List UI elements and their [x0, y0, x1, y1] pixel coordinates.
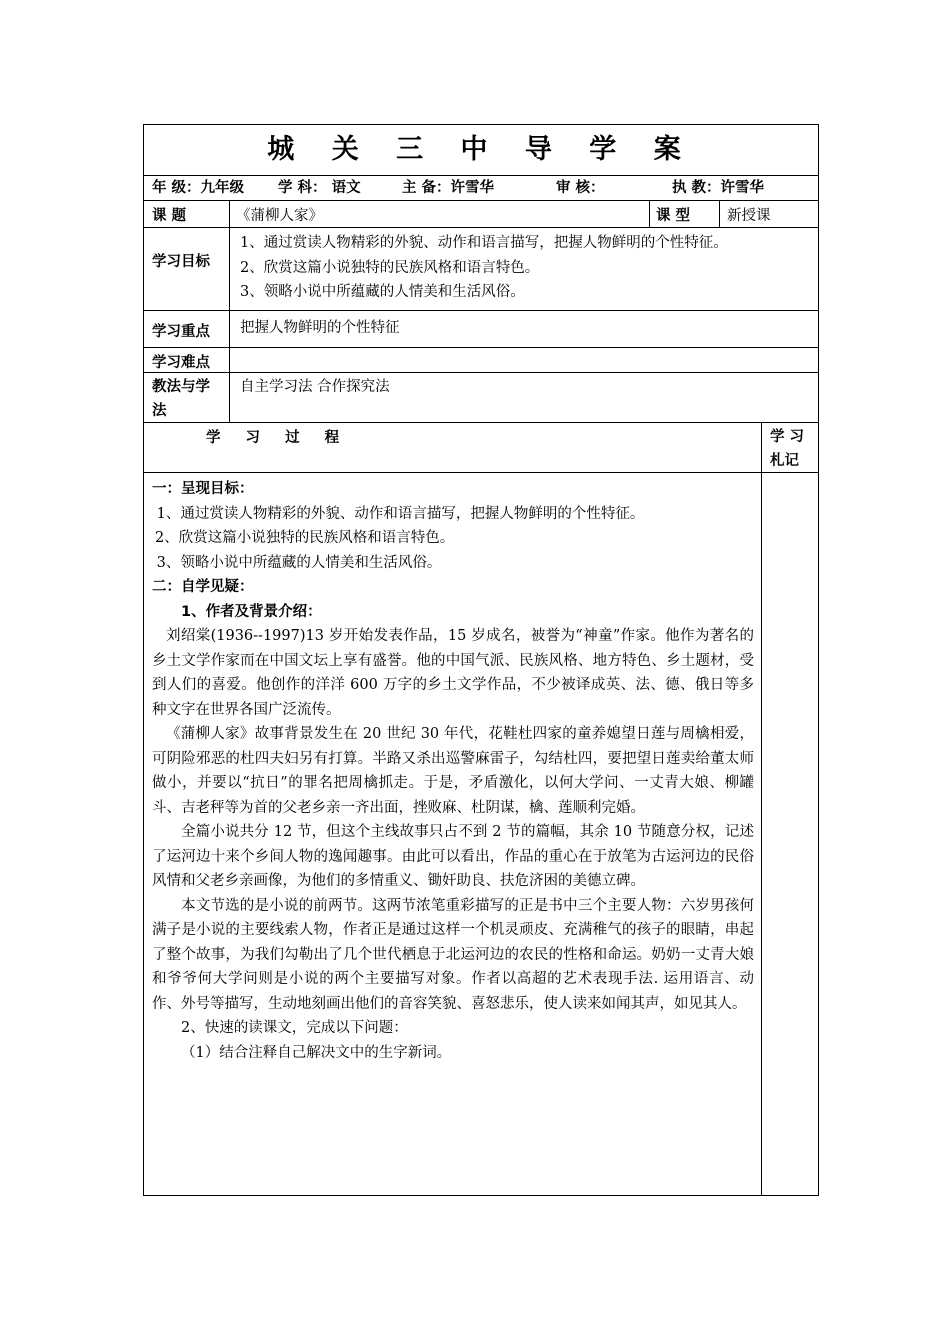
- goals-row: [144, 228, 818, 311]
- lesson-plan-table: [143, 124, 819, 1196]
- paragraph: 《蒲柳人家》故事背景发生在 20 世纪 30 年代，花鞋杜四家的童养媳望日莲与周檎相爱，可阴险邪恶的杜四夫妇另有打算。半路又杀出巡警麻雷子，勾结杜四，要把望日莲卖给董太师做小，并要以“抗日”的罪名把周檎抓走。于是，矛盾激化，以何大学问、一丈青大娘、柳罐斗、吉老秤等为首的父老乡亲一齐出面，挫败麻、杜阴谋，檎、莲顺利完婚。: [152, 726, 754, 816]
- goals-label: 学习目标: [152, 254, 210, 270]
- question-item: （1）结合注释自己解决文中的生字新词。: [181, 1044, 452, 1061]
- difficulty-label: 学习难点: [152, 355, 210, 371]
- key-point-label: 学习重点: [152, 324, 210, 340]
- key-point-row: [144, 311, 818, 348]
- type-label: 课 型: [656, 208, 691, 224]
- paragraph: 全篇小说共分 12 节，但这个主线故事只占不到 2 节的篇幅，其余 10 节随意分权，记述了运河边十来个乡间人物的逸闻趣事。由此可以看出，作品的重心在于放笔为古运河边的民俗风情和父老乡亲画像，为他们的多情重义、锄奸助良、扶危济困的美德立碑。: [152, 824, 754, 889]
- grade-field: 年 级：九年级: [152, 180, 245, 196]
- goals-list: [240, 231, 814, 305]
- page-title: 城 关 三 中 导 学 案: [267, 134, 695, 165]
- methods-value: 自主学习法 合作探究法: [240, 379, 390, 395]
- type-value: 新授课: [727, 208, 771, 224]
- process-content: [152, 477, 754, 1065]
- teacher-field: 执 教：许雪华: [672, 180, 765, 196]
- subsection-title: 1、作者及背景介绍：: [181, 603, 322, 620]
- subject-field: 学 科： 语文: [278, 180, 361, 196]
- paragraph: 刘绍棠(1936--1997)13 岁开始发表作品，15 岁成名，被誉为“神童”作家。他作为著名的乡土文学作家而在中国文坛上享有盛誉。他的中国气派、民族风格、地方特色、乡土题材，受到人们的喜爱。他创作的洋洋 600 万字的乡土文学作品，不少被译成英、法、德、俄日等多种文字在世界各国广泛流传。: [152, 628, 754, 718]
- meta-row: [144, 176, 818, 201]
- topic-value: 《蒲柳人家》: [236, 208, 323, 224]
- notes-header: 学 习 札记: [770, 429, 805, 469]
- topic-row: [144, 201, 818, 228]
- goal-item: 3、领略小说中所蕴藏的人情美和生活风俗。: [240, 284, 525, 300]
- paragraph: 本文节选的是小说的前两节。这两节浓笔重彩描写的正是书中三个主要人物：六岁男孩何满子是小说的主要线索人物，作者正是通过这样一个机灵顽皮、充满稚气的孩子的眼睛，串起了整个故事，为我们勾勒出了几个世代栖息于北运河边的农民的性格和命运。奶奶一丈青大娘和爷爷何大学问则是小说的两个主要描写对象。作者以高超的艺术表现手法. 运用语言、动作、外号等描写，生动地刻画出他们的音容笑貌、喜怒悲乐，使人读来如闻其声，如见其人。: [152, 897, 754, 1012]
- subsection-title: 2、快速的读课文，完成以下问题：: [181, 1020, 408, 1036]
- list-item: 3、领略小说中所蕴藏的人情美和生活风俗。: [152, 554, 442, 571]
- difficulty-row: [144, 348, 818, 373]
- goal-item: 1、通过赏读人物精彩的外貌、动作和语言描写，把握人物鲜明的个性特征。: [240, 235, 728, 251]
- list-item: 1、通过赏读人物精彩的外貌、动作和语言描写，把握人物鲜明的个性特征。: [152, 505, 645, 522]
- goal-item: 2、欣赏这篇小说独特的民族风格和语言特色。: [240, 259, 540, 276]
- list-item: 2、欣赏这篇小说独特的民族风格和语言特色。: [155, 530, 455, 546]
- title-row: [144, 125, 818, 176]
- key-point-value: 把握人物鲜明的个性特征: [240, 320, 400, 336]
- topic-label: 课 题: [152, 208, 187, 224]
- process-body-row: [144, 473, 818, 1195]
- process-header-row: [144, 423, 818, 473]
- methods-label: 教法与学 法: [152, 379, 210, 419]
- section-title: 一：呈现目标：: [152, 481, 254, 497]
- section-title: 二：自学见疑：: [152, 579, 254, 595]
- reviewer-field: 审 核：: [556, 180, 605, 196]
- preparer-field: 主 备：许雪华: [402, 180, 495, 196]
- methods-row: [144, 373, 818, 423]
- process-header: 学 习 过 程: [206, 430, 350, 446]
